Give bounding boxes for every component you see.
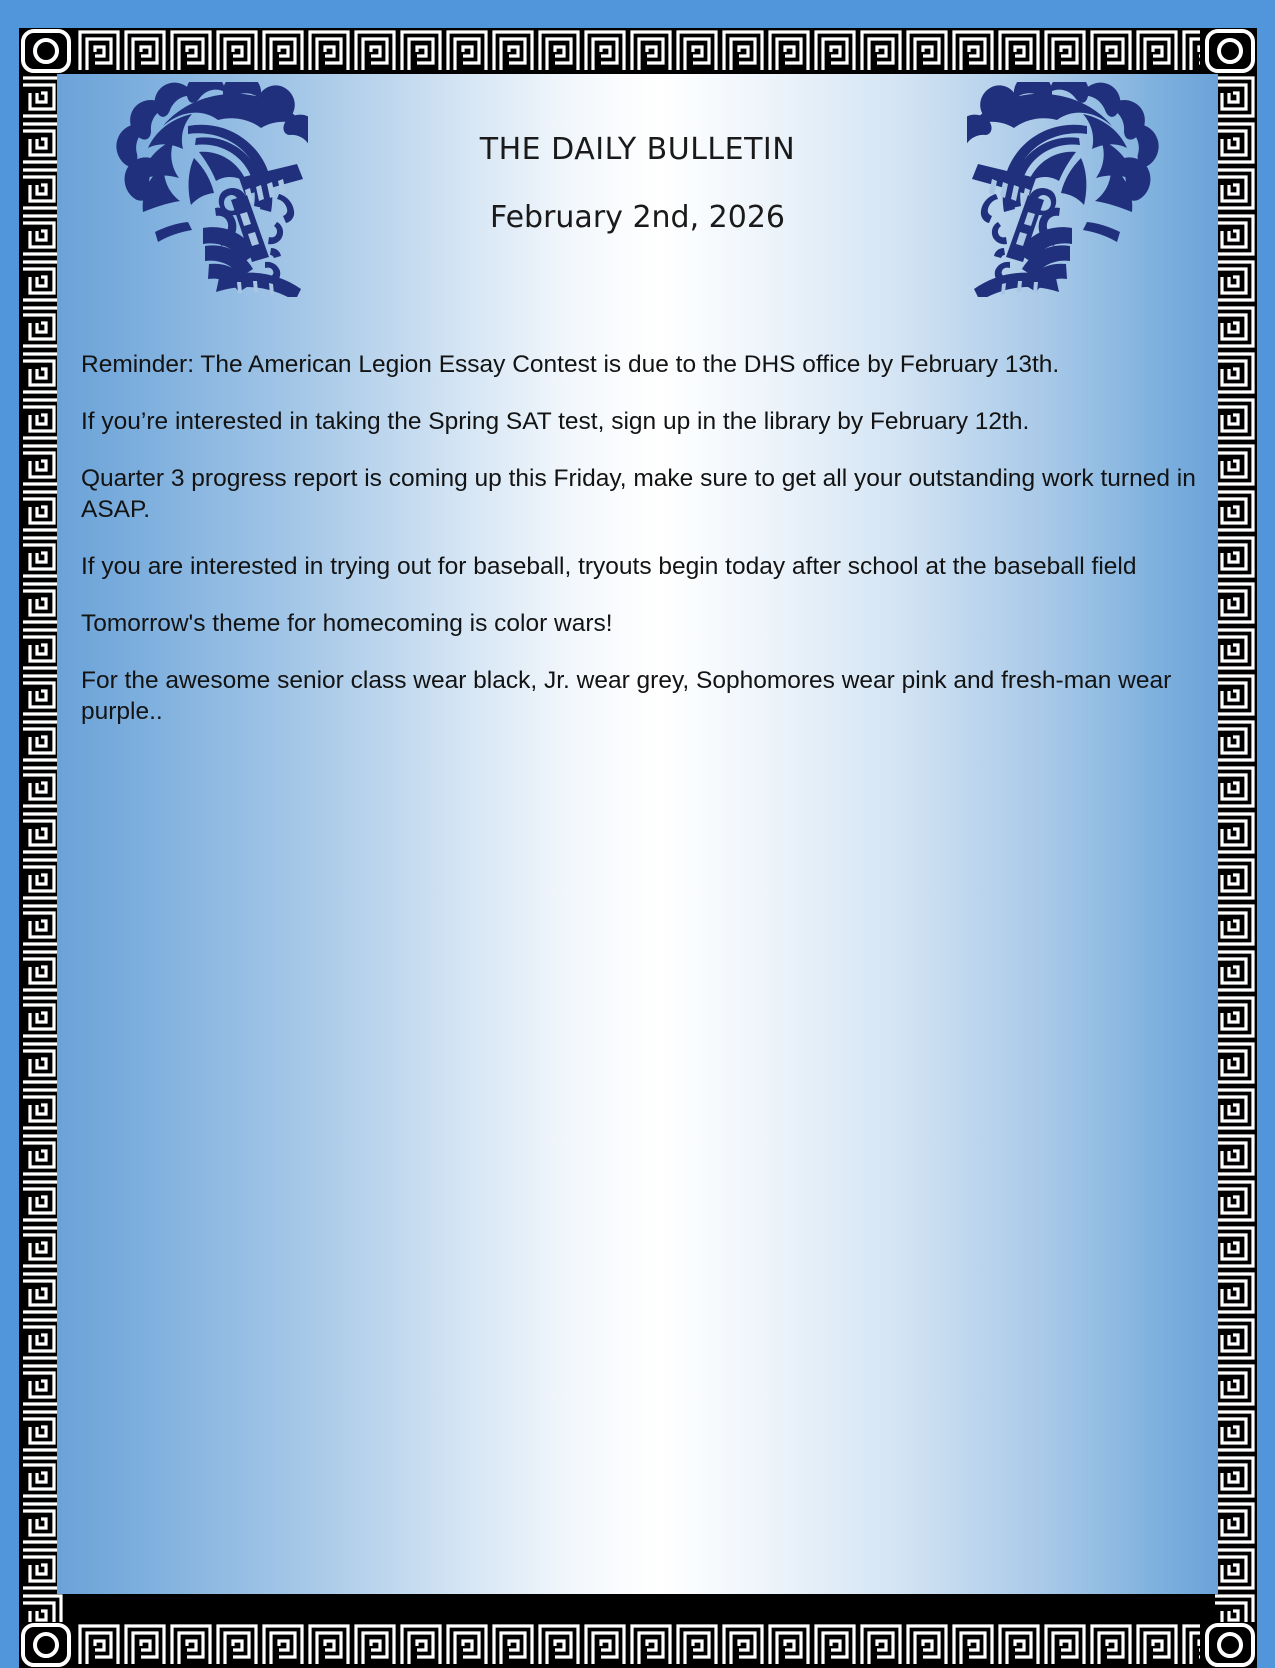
greek-key-tile xyxy=(1134,28,1180,74)
greek-key-tile xyxy=(398,1622,444,1668)
greek-key-tile xyxy=(766,28,812,74)
greek-key-tile xyxy=(19,1592,65,1622)
trojan-head-icon-left xyxy=(93,82,308,297)
greek-key-tile xyxy=(904,1622,950,1668)
greek-key-tile xyxy=(444,28,490,74)
announcement-item: Reminder: The American Legion Essay Contest is due to the DHS office by February 13th. xyxy=(81,351,1060,378)
greek-key-tile xyxy=(1042,1622,1088,1668)
greek-key-tile xyxy=(950,1622,996,1668)
greek-key-tile xyxy=(1042,28,1088,74)
greek-key-tile xyxy=(1088,28,1134,74)
greek-key-tile xyxy=(214,1622,260,1668)
greek-key-tile xyxy=(76,1622,122,1668)
corner-motif-top-left xyxy=(19,28,76,74)
bulletin-content-panel xyxy=(57,74,1218,1594)
greek-key-tile xyxy=(352,28,398,74)
announcement-item: Tomorrow's theme for homecoming is color wars! xyxy=(81,610,613,637)
greek-key-tile xyxy=(260,28,306,74)
greek-key-tile xyxy=(812,28,858,74)
greek-key-tile xyxy=(122,1622,168,1668)
announcement-item: If you’re interested in taking the Spring SAT test, sign up in the library by February 12th. xyxy=(81,408,1030,435)
greek-key-tile xyxy=(536,1622,582,1668)
greek-key-border-bottom xyxy=(76,1622,1200,1668)
bulletin-date: February 2nd, 2026 xyxy=(489,200,786,235)
greek-key-tile xyxy=(444,1622,490,1668)
greek-key-tile xyxy=(1180,1622,1200,1668)
corner-motif-bottom-left xyxy=(19,1622,76,1668)
greek-key-tile xyxy=(1180,28,1200,74)
corner-motif-bottom-right xyxy=(1200,1622,1257,1668)
greek-key-tile xyxy=(858,28,904,74)
greek-key-tile xyxy=(674,1622,720,1668)
greek-key-tile xyxy=(812,1622,858,1668)
greek-key-tile xyxy=(674,28,720,74)
greek-key-tile xyxy=(996,28,1042,74)
greek-key-tile xyxy=(306,1622,352,1668)
announcement-item: For the awesome senior class wear black, Jr. wear grey, Sophomores wear pink and fresh-man wear purple.. xyxy=(81,667,1172,725)
greek-key-tile xyxy=(352,1622,398,1668)
greek-key-tile xyxy=(490,28,536,74)
announcement-item: If you are interested in trying out for baseball, tryouts begin today after school at the baseball field xyxy=(81,553,1137,580)
announcement-list xyxy=(81,349,1196,727)
greek-key-tile xyxy=(398,28,444,74)
announcement-item: Quarter 3 progress report is coming up this Friday, make sure to get all your outstanding work turned in ASAP. xyxy=(81,465,1196,523)
greek-key-tile xyxy=(950,28,996,74)
greek-key-tile xyxy=(1134,1622,1180,1668)
greek-key-tile xyxy=(260,1622,306,1668)
greek-key-tile xyxy=(996,1622,1042,1668)
greek-key-tile xyxy=(904,28,950,74)
greek-key-tile xyxy=(122,28,168,74)
greek-key-tile xyxy=(490,1622,536,1668)
greek-key-tile xyxy=(628,1622,674,1668)
bulletin-titles xyxy=(307,132,968,236)
corner-motif-top-right xyxy=(1200,28,1257,74)
greek-key-border-top xyxy=(76,28,1200,74)
greek-key-tile xyxy=(168,1622,214,1668)
greek-key-tile xyxy=(1088,1622,1134,1668)
greek-key-tile xyxy=(214,28,260,74)
greek-key-tile xyxy=(582,28,628,74)
greek-key-tile xyxy=(720,1622,766,1668)
greek-key-tile xyxy=(766,1622,812,1668)
greek-key-tile xyxy=(76,28,122,74)
bulletin-header xyxy=(57,74,1218,304)
page-title: THE DAILY BULLETIN xyxy=(479,132,796,167)
trojan-head-icon-right xyxy=(967,82,1182,297)
greek-key-tile xyxy=(536,28,582,74)
greek-key-tile xyxy=(1211,1592,1257,1622)
greek-key-tile xyxy=(306,28,352,74)
greek-key-tile xyxy=(720,28,766,74)
greek-key-tile xyxy=(628,28,674,74)
greek-key-tile xyxy=(858,1622,904,1668)
greek-key-tile xyxy=(168,28,214,74)
greek-key-tile xyxy=(582,1622,628,1668)
